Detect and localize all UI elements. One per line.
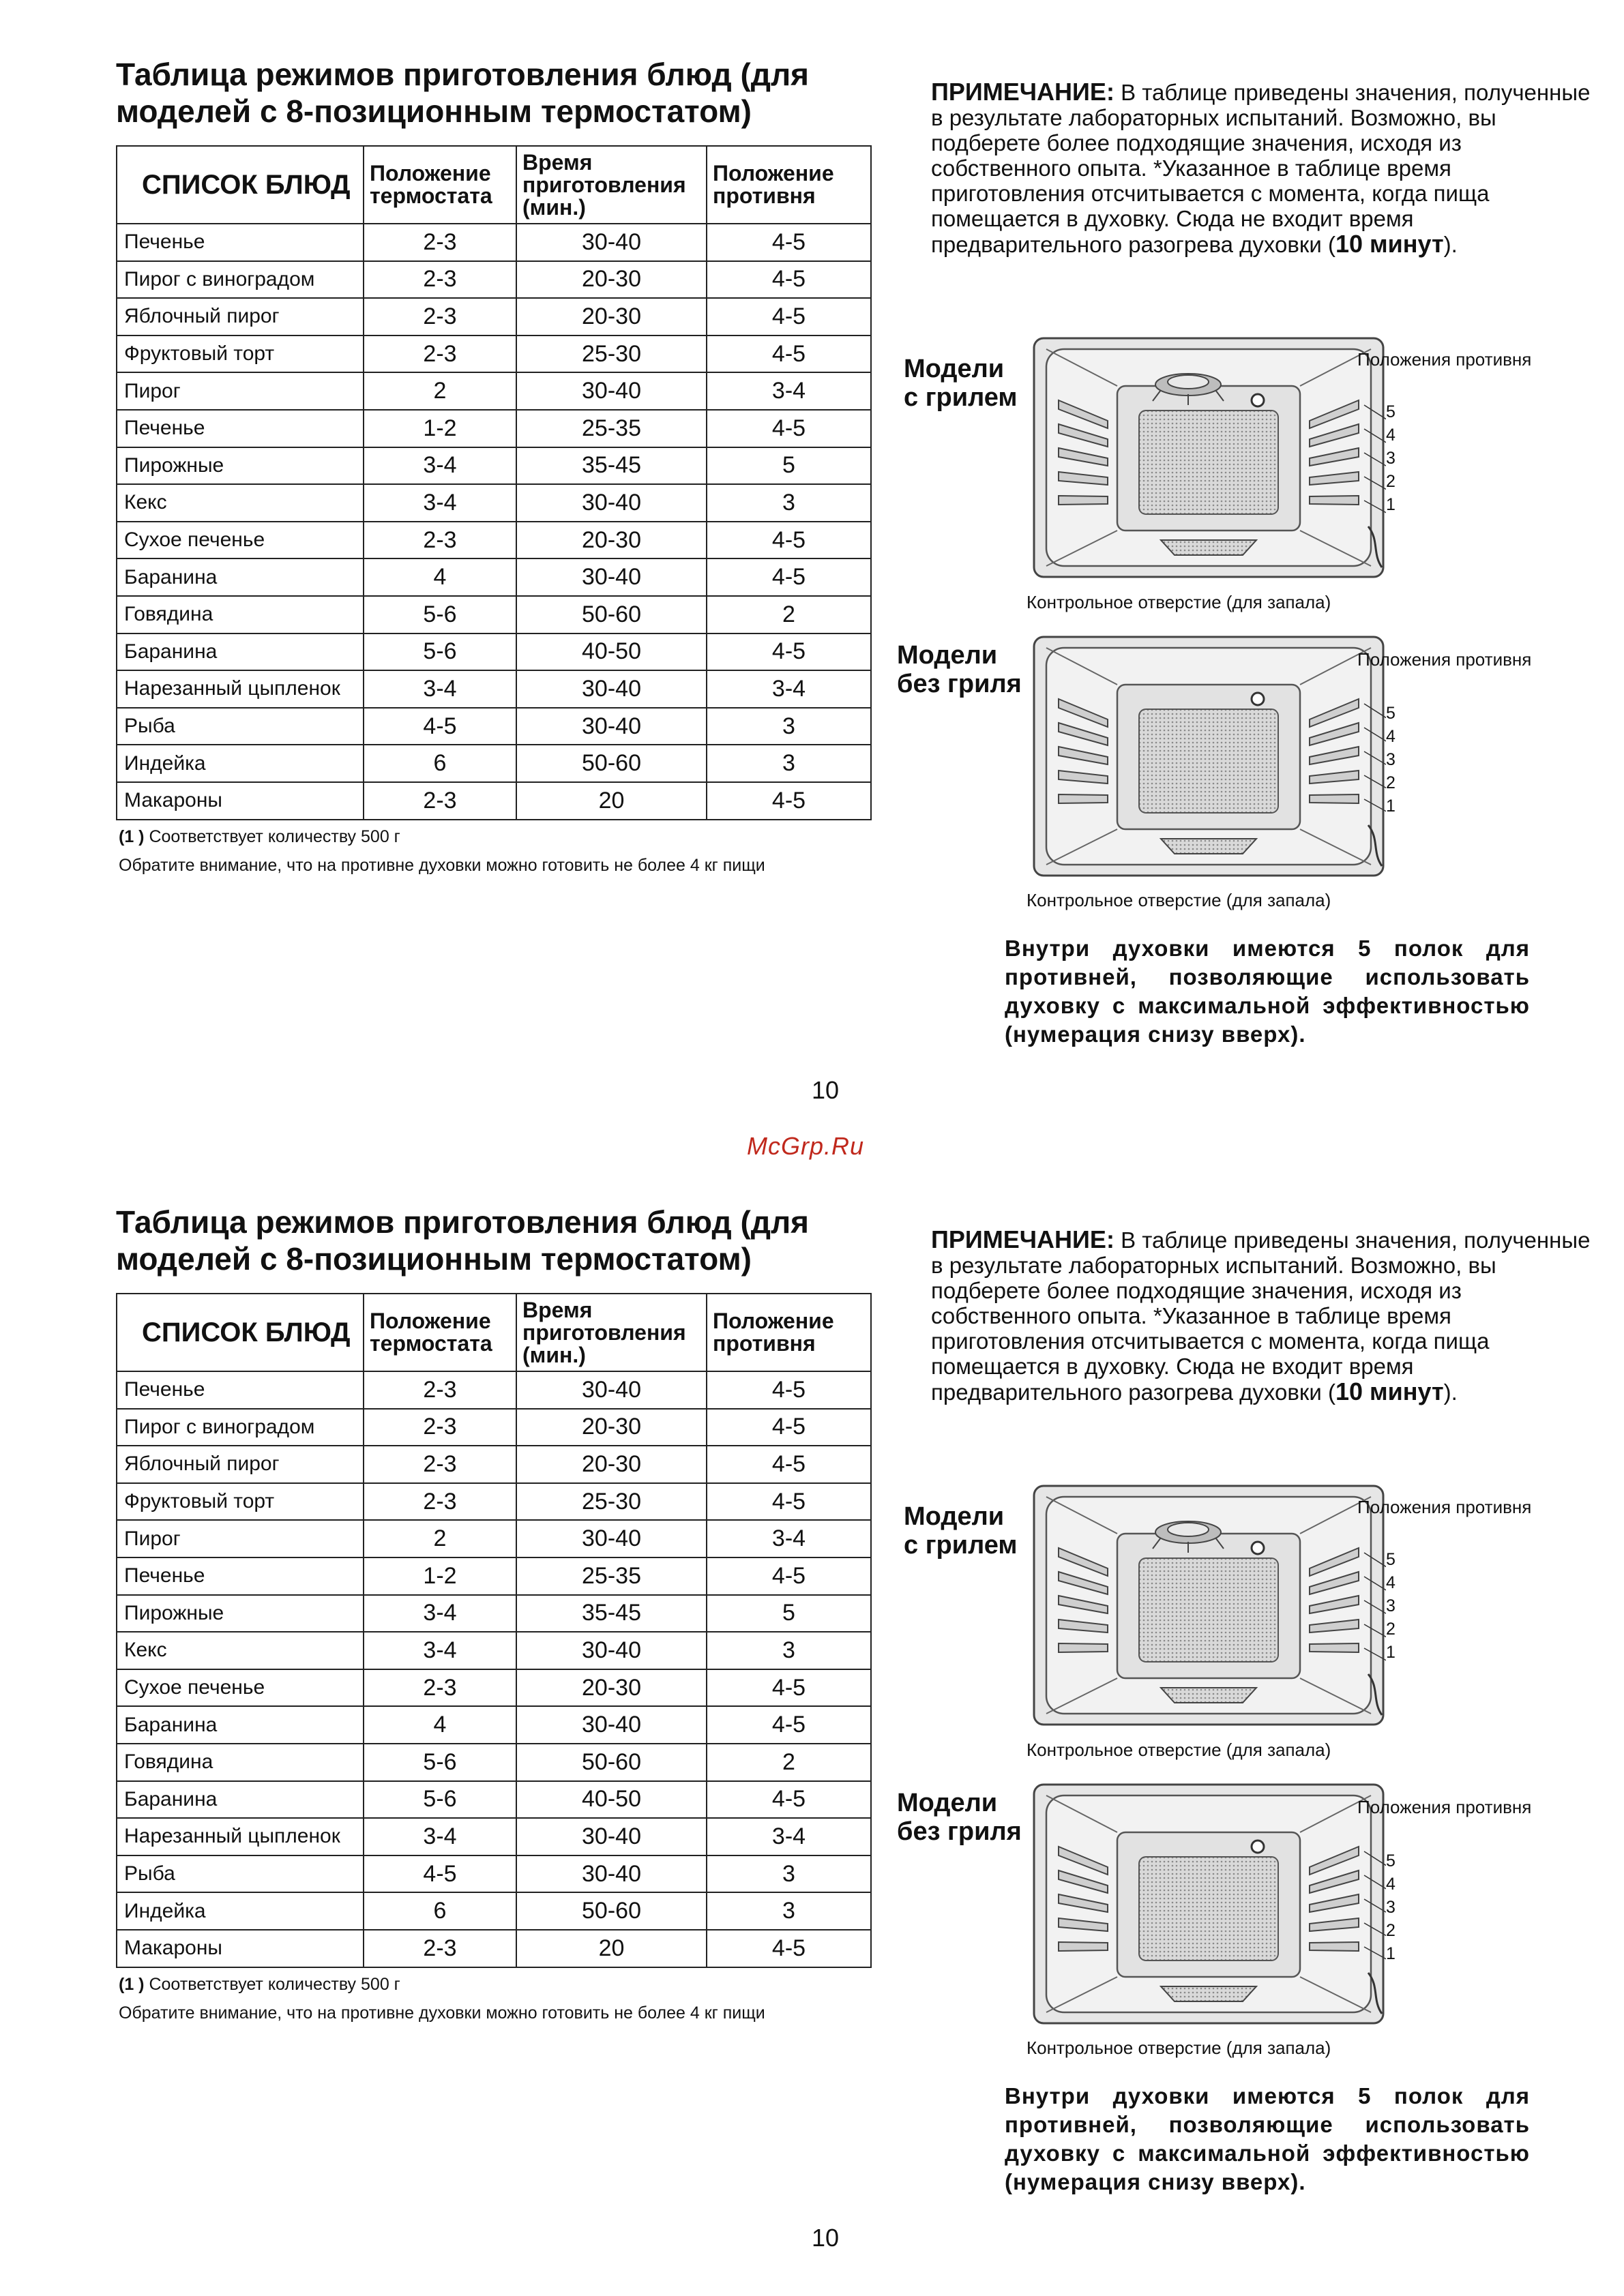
time-cell: 30-40 (516, 670, 707, 708)
time-cell: 40-50 (516, 633, 707, 671)
shelf-number: 5 (1386, 1550, 1396, 1569)
table-row (117, 261, 871, 299)
dish-name: Кекс (117, 484, 364, 522)
table-row (117, 1706, 871, 1744)
dish-name: Нарезанный цыпленок (117, 1818, 364, 1855)
tray-position-cell: 3 (707, 745, 871, 782)
dish-name: Яблочный пирог (117, 298, 364, 336)
header-dish-list: СПИСОК БЛЮД (117, 146, 364, 224)
thermostat-cell: 5-6 (364, 633, 516, 671)
page-title: Таблица режимов приготовления блюд (для моделей с 8-позиционным термостатом) (116, 57, 810, 129)
note-block (931, 1227, 1599, 1405)
tray-position-cell: 3-4 (707, 372, 871, 410)
shelf-number: 1 (1386, 1643, 1396, 1662)
tray-position-cell: 4-5 (707, 298, 871, 336)
time-cell: 20-30 (516, 298, 707, 336)
time-cell: 20-30 (516, 1409, 707, 1446)
note-bold: 10 минут (1335, 1377, 1444, 1405)
tray-position-cell: 3 (707, 484, 871, 522)
shelf-number: 5 (1386, 402, 1396, 421)
control-hole-label: Контрольное отверстие (для запала) (1027, 592, 1331, 612)
header-dish-list: СПИСОК БЛЮД (117, 1294, 364, 1371)
header-tray-position: Положение противня (707, 146, 871, 224)
thermostat-cell: 4 (364, 1706, 516, 1744)
tray-position-cell: 4-5 (707, 410, 871, 447)
shelf-number: 5 (1386, 1851, 1396, 1870)
shelf-number: 1 (1386, 495, 1396, 514)
model-label-line1: Модели (897, 1789, 998, 1817)
model-label (897, 641, 1022, 698)
table-row (117, 1744, 871, 1781)
table-row (117, 745, 871, 782)
dish-name: Яблочный пирог (117, 1446, 364, 1483)
tray-position-cell: 3-4 (707, 1818, 871, 1855)
model-label-line2: без гриля (897, 1817, 1022, 1846)
thermostat-cell: 2-3 (364, 224, 516, 261)
note-bold: 10 минут (1335, 230, 1444, 258)
shelf-number: 4 (1386, 426, 1396, 445)
table-header-row (117, 1294, 871, 1371)
thermostat-cell: 5-6 (364, 596, 516, 633)
table-row (117, 1557, 871, 1595)
thermostat-cell: 3-4 (364, 1632, 516, 1669)
dish-name: Индейка (117, 1892, 364, 1930)
control-hole-label: Контрольное отверстие (для запала) (1027, 890, 1331, 910)
time-cell: 30-40 (516, 224, 707, 261)
table-row (117, 447, 871, 485)
dish-name: Фруктовый торт (117, 1483, 364, 1521)
tray-position-cell: 4-5 (707, 1483, 871, 1521)
tray-position-cell: 4-5 (707, 782, 871, 820)
tray-position-cell: 3 (707, 1632, 871, 1669)
table-row (117, 633, 871, 671)
thermostat-cell: 3-4 (364, 1595, 516, 1632)
bottom-vent (1161, 540, 1256, 555)
note-block (931, 79, 1599, 257)
dish-name: Макароны (117, 1930, 364, 1967)
note-label: ПРИМЕЧАНИЕ: (931, 1225, 1114, 1253)
table-row (117, 708, 871, 745)
dish-name: Печенье (117, 1371, 364, 1409)
shelf-number: 3 (1386, 1596, 1396, 1615)
dish-name: Сухое печенье (117, 1669, 364, 1707)
table-row (117, 1930, 871, 1967)
thermostat-cell: 3-4 (364, 1818, 516, 1855)
time-cell: 35-45 (516, 447, 707, 485)
tray-position-cell: 4-5 (707, 1409, 871, 1446)
thermostat-cell: 2-3 (364, 336, 516, 373)
tray-position-cell: 3-4 (707, 670, 871, 708)
bottom-vent (1161, 1986, 1256, 2001)
thermostat-cell: 2 (364, 372, 516, 410)
time-cell: 30-40 (516, 1818, 707, 1855)
dish-name: Пирог (117, 1520, 364, 1557)
dish-name: Рыба (117, 1855, 364, 1893)
time-cell: 35-45 (516, 1595, 707, 1632)
shelf-number: 3 (1386, 750, 1396, 769)
time-cell: 30-40 (516, 1371, 707, 1409)
table-row (117, 1855, 871, 1893)
oven-illustration (1031, 634, 1386, 880)
note-text-end: ). (1443, 1380, 1458, 1405)
tray-position-cell: 4-5 (707, 522, 871, 559)
tray-position-cell: 4-5 (707, 336, 871, 373)
cooking-table (116, 1293, 872, 1968)
shelf-number: 2 (1386, 1620, 1396, 1639)
table-row (117, 558, 871, 596)
page-number: 10 (812, 1076, 840, 1104)
bottom-vent (1161, 1688, 1256, 1703)
dish-name: Баранина (117, 558, 364, 596)
dish-name: Печенье (117, 224, 364, 261)
dish-name: Макароны (117, 782, 364, 820)
table-row (117, 1632, 871, 1669)
table-row (117, 484, 871, 522)
dish-name: Баранина (117, 633, 364, 671)
footnote-mark: (1 ) (119, 827, 145, 846)
tray-position-cell: 3 (707, 1892, 871, 1930)
thermostat-cell: 3-4 (364, 484, 516, 522)
watermark: McGrp.Ru (747, 1132, 865, 1160)
thermostat-cell: 3-4 (364, 670, 516, 708)
header-thermostat: Положение термостата (364, 1294, 516, 1371)
thermostat-cell: 2-3 (364, 1371, 516, 1409)
table-row (117, 1781, 871, 1819)
tray-position-cell: 4-5 (707, 1371, 871, 1409)
tray-position-cell: 2 (707, 1744, 871, 1781)
shelf-number: 1 (1386, 796, 1396, 816)
fan-cover (1139, 1558, 1278, 1662)
model-label-line1: Модели (904, 1502, 1005, 1531)
shelf-number: 4 (1386, 727, 1396, 746)
tray-position-cell: 4-5 (707, 1706, 871, 1744)
thermostat-cell: 2-3 (364, 782, 516, 820)
dish-name: Нарезанный цыпленок (117, 670, 364, 708)
table-row (117, 522, 871, 559)
tray-position-cell: 5 (707, 1595, 871, 1632)
header-tray-position: Положение противня (707, 1294, 871, 1371)
tray-position-cell: 4-5 (707, 1781, 871, 1819)
tray-position-cell: 4-5 (707, 261, 871, 299)
control-hole (1252, 394, 1264, 406)
thermostat-cell: 2-3 (364, 1483, 516, 1521)
dish-name: Баранина (117, 1781, 364, 1819)
dish-name: Пирог (117, 372, 364, 410)
time-cell: 20-30 (516, 522, 707, 559)
fan-cover (1139, 411, 1278, 514)
footnote-text: Соответствует количеству 500 г (144, 1975, 400, 1994)
table-row (117, 596, 871, 633)
shelf-positions-title: Положения противня (1357, 349, 1532, 370)
shelf-number: 3 (1386, 1898, 1396, 1917)
table-row (117, 224, 871, 261)
header-thermostat: Положение термостата (364, 146, 516, 224)
time-cell: 25-30 (516, 336, 707, 373)
dish-name: Индейка (117, 745, 364, 782)
tray-position-cell: 2 (707, 596, 871, 633)
bottom-vent (1161, 839, 1256, 854)
weight-note: Обратите внимание, что на противне духовки можно готовить не более 4 кг пищи (119, 856, 765, 875)
model-label (897, 1789, 1022, 1846)
shelf-number: 2 (1386, 472, 1396, 491)
thermostat-cell: 2-3 (364, 261, 516, 299)
dish-name: Рыба (117, 708, 364, 745)
table-row (117, 298, 871, 336)
shelf-number: 4 (1386, 1573, 1396, 1592)
cooking-table (116, 145, 872, 820)
thermostat-cell: 1-2 (364, 410, 516, 447)
shelf-number: 3 (1386, 449, 1396, 468)
table-row (117, 1446, 871, 1483)
header-time: Время приготовления (мин.) (516, 146, 707, 224)
table-row (117, 1892, 871, 1930)
oven-illustration (1031, 1483, 1386, 1729)
time-cell: 50-60 (516, 1744, 707, 1781)
footnote-mark: (1 ) (119, 1975, 145, 1994)
shelf-positions-title: Положения противня (1357, 1497, 1532, 1517)
thermostat-cell: 2 (364, 1520, 516, 1557)
footnote-text: Соответствует количеству 500 г (144, 827, 400, 846)
model-label-line2: без гриля (897, 670, 1022, 698)
header-time: Время приготовления (мин.) (516, 1294, 707, 1371)
shelf-positions-title: Положения противня (1357, 649, 1532, 670)
table-row (117, 1371, 871, 1409)
table-row (117, 1595, 871, 1632)
table-row (117, 372, 871, 410)
thermostat-cell: 6 (364, 1892, 516, 1930)
tray-position-cell: 3 (707, 708, 871, 745)
table-header-row (117, 146, 871, 224)
oven-illustration (1031, 1782, 1386, 2027)
time-cell: 30-40 (516, 1520, 707, 1557)
dish-name: Баранина (117, 1706, 364, 1744)
shelf-number: 2 (1386, 1921, 1396, 1940)
time-cell: 25-30 (516, 1483, 707, 1521)
time-cell: 30-40 (516, 372, 707, 410)
thermostat-cell: 2-3 (364, 522, 516, 559)
note-text: В таблице приведены значения, полученные в результате лабораторных испытаний. Возможно, вы подберете более подходящие значения, исходя из собственного опыта. *Указанное в таблице время приготовления отсчитывается с момента, когда пища помещается в духовку. Сюда не входит время предварительного разогрева духовки ( (931, 80, 1591, 257)
time-cell: 40-50 (516, 1781, 707, 1819)
time-cell: 30-40 (516, 708, 707, 745)
weight-note: Обратите внимание, что на противне духовки можно готовить не более 4 кг пищи (119, 2003, 765, 2023)
model-label-line1: Модели (897, 641, 998, 670)
page-number: 10 (812, 2224, 840, 2252)
page-half (0, 1148, 1624, 2295)
time-cell: 50-60 (516, 596, 707, 633)
tray-position-cell: 4-5 (707, 1930, 871, 1967)
fan-cover (1139, 709, 1278, 813)
shelf-positions-title: Положения противня (1357, 1797, 1532, 1817)
page-title: Таблица режимов приготовления блюд (для моделей с 8-позиционным термостатом) (116, 1204, 810, 1277)
tray-position-cell: 4-5 (707, 1669, 871, 1707)
thermostat-cell: 4-5 (364, 1855, 516, 1893)
thermostat-cell: 2-3 (364, 1446, 516, 1483)
table-row (117, 410, 871, 447)
table-row (117, 336, 871, 373)
time-cell: 20-30 (516, 261, 707, 299)
dish-name: Печенье (117, 1557, 364, 1595)
shelves-info: Внутри духовки имеются 5 полок для противней, позволяющие использовать духовку с максимальной эффективностью (нумерация снизу вверх). (1005, 2083, 1530, 2194)
shelf-number: 4 (1386, 1875, 1396, 1894)
model-label-line1: Модели (904, 355, 1005, 383)
control-hole-label: Контрольное отверстие (для запала) (1027, 2038, 1331, 2058)
time-cell: 20 (516, 1930, 707, 1967)
time-cell: 30-40 (516, 1706, 707, 1744)
time-cell: 20 (516, 782, 707, 820)
tray-position-cell: 4-5 (707, 558, 871, 596)
tray-position-cell: 4-5 (707, 633, 871, 671)
shelf-number: 2 (1386, 773, 1396, 792)
dish-name: Сухое печенье (117, 522, 364, 559)
shelf-number: 5 (1386, 704, 1396, 723)
tray-position-cell: 5 (707, 447, 871, 485)
table-row (117, 1818, 871, 1855)
time-cell: 50-60 (516, 745, 707, 782)
thermostat-cell: 4-5 (364, 708, 516, 745)
control-hole-label: Контрольное отверстие (для запала) (1027, 1740, 1331, 1760)
table-row (117, 670, 871, 708)
time-cell: 30-40 (516, 1632, 707, 1669)
note-text-end: ). (1443, 232, 1458, 257)
dish-name: Пирожные (117, 447, 364, 485)
thermostat-cell: 1-2 (364, 1557, 516, 1595)
time-cell: 25-35 (516, 1557, 707, 1595)
time-cell: 20-30 (516, 1669, 707, 1707)
footnote (119, 827, 400, 847)
time-cell: 20-30 (516, 1446, 707, 1483)
oven-illustration (1031, 336, 1386, 581)
model-label (904, 1502, 1017, 1560)
dish-name: Говядина (117, 596, 364, 633)
tray-position-cell: 4-5 (707, 1557, 871, 1595)
control-hole (1252, 1542, 1264, 1554)
note-label: ПРИМЕЧАНИЕ: (931, 78, 1114, 106)
tray-position-cell: 4-5 (707, 224, 871, 261)
thermostat-cell: 2-3 (364, 1409, 516, 1446)
table-row (117, 1483, 871, 1521)
time-cell: 50-60 (516, 1892, 707, 1930)
dish-name: Пирог с виноградом (117, 1409, 364, 1446)
table-row (117, 1520, 871, 1557)
model-label-line2: с грилем (904, 1531, 1018, 1560)
dish-name: Печенье (117, 410, 364, 447)
thermostat-cell: 5-6 (364, 1781, 516, 1819)
fan-cover (1139, 1857, 1278, 1960)
control-hole (1252, 693, 1264, 705)
tray-position-cell: 3 (707, 1855, 871, 1893)
note-text: В таблице приведены значения, полученные в результате лабораторных испытаний. Возможно, вы подберете более подходящие значения, исходя из собственного опыта. *Указанное в таблице время приготовления отсчитывается с момента, когда пища помещается в духовку. Сюда не входит время предварительного разогрева духовки ( (931, 1227, 1591, 1405)
dish-name: Говядина (117, 1744, 364, 1781)
dish-name: Фруктовый торт (117, 336, 364, 373)
tray-position-cell: 3-4 (707, 1520, 871, 1557)
thermostat-cell: 2-3 (364, 1930, 516, 1967)
footnote (119, 1975, 400, 1995)
thermostat-cell: 2-3 (364, 298, 516, 336)
table-row (117, 1409, 871, 1446)
time-cell: 30-40 (516, 1855, 707, 1893)
shelf-number: 1 (1386, 1944, 1396, 1963)
thermostat-cell: 4 (364, 558, 516, 596)
time-cell: 30-40 (516, 484, 707, 522)
dish-name: Пирог с виноградом (117, 261, 364, 299)
model-label-line2: с грилем (904, 383, 1018, 412)
tray-position-cell: 4-5 (707, 1446, 871, 1483)
shelves-info: Внутри духовки имеются 5 полок для противней, позволяющие использовать духовку с максимальной эффективностью (нумерация снизу вверх). (1005, 936, 1530, 1047)
thermostat-cell: 3-4 (364, 447, 516, 485)
table-row (117, 1669, 871, 1707)
thermostat-cell: 2-3 (364, 1669, 516, 1707)
dish-name: Пирожные (117, 1595, 364, 1632)
time-cell: 30-40 (516, 558, 707, 596)
model-label (904, 355, 1017, 412)
thermostat-cell: 5-6 (364, 1744, 516, 1781)
thermostat-cell: 6 (364, 745, 516, 782)
table-row (117, 782, 871, 820)
dish-name: Кекс (117, 1632, 364, 1669)
control-hole (1252, 1840, 1264, 1853)
time-cell: 25-35 (516, 410, 707, 447)
